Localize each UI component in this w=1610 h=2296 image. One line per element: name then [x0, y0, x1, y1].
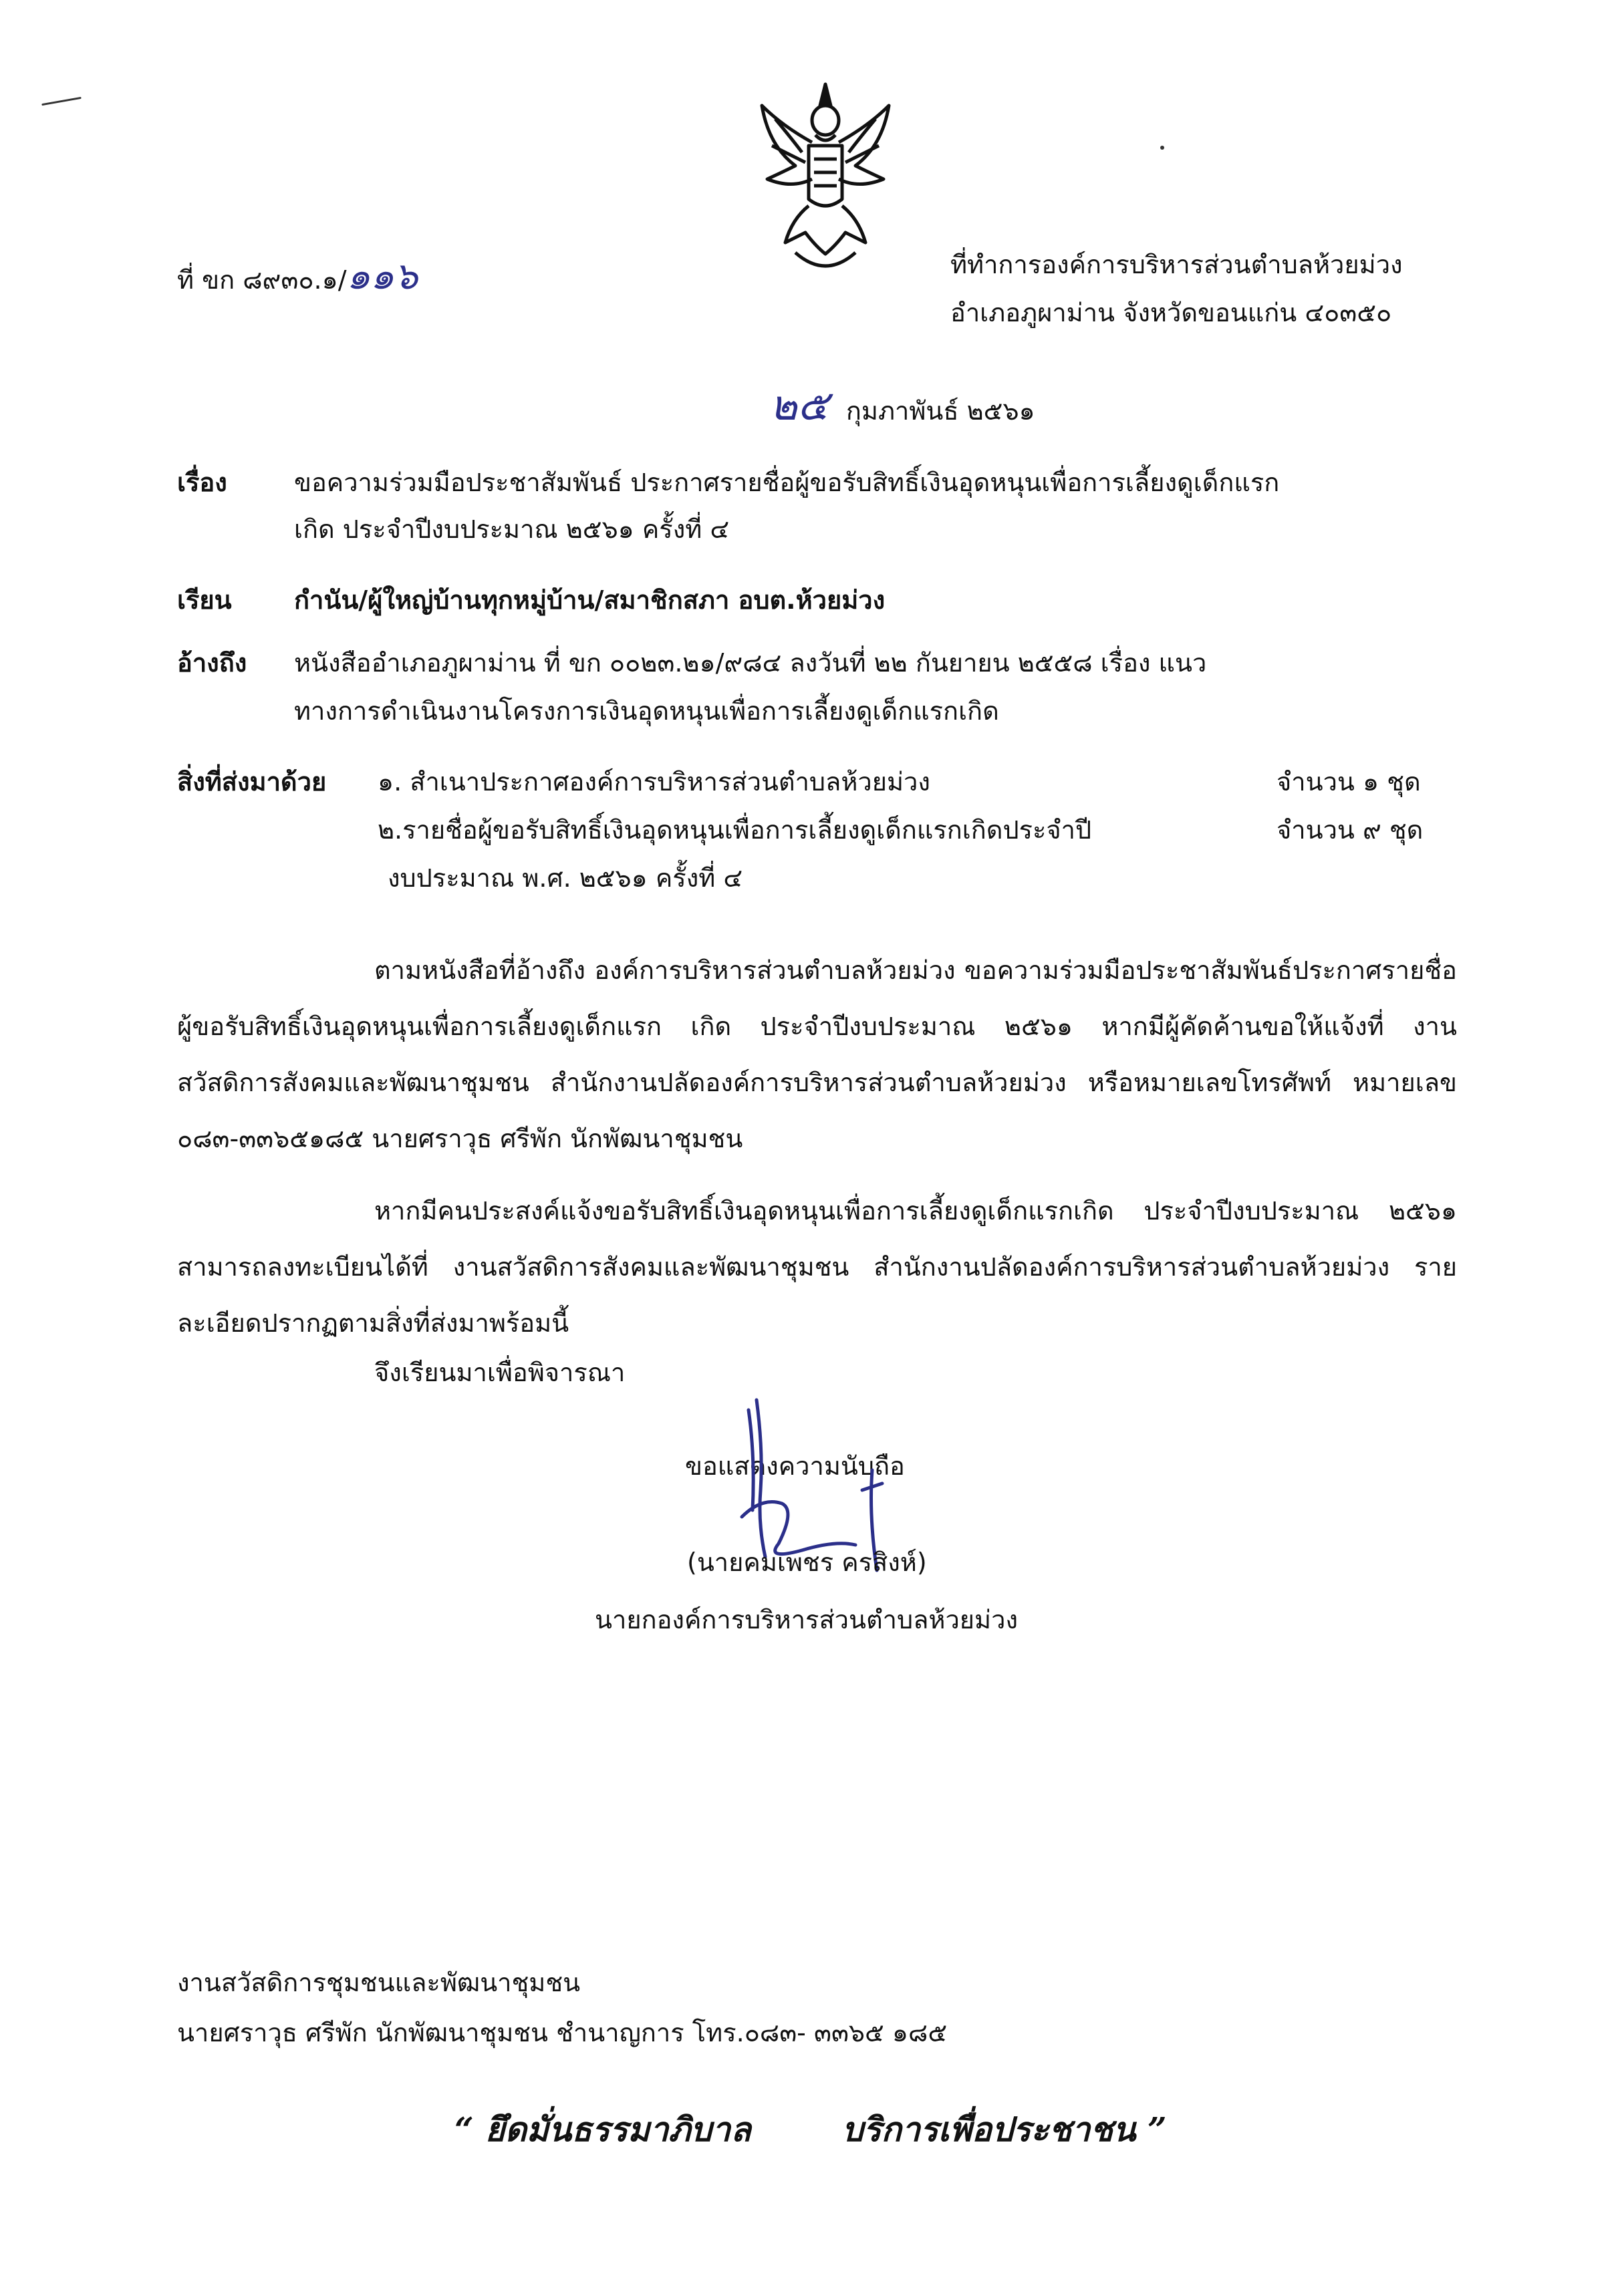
enclosure-item-2: ๒.รายชื่อผู้ขอรับสิทธิ์เงินอุดหนุนเพื่อการเลี้ยงดูเด็กแรกเกิดประจำปี [378, 815, 1092, 845]
regards-line: ขอแสดงความนับถือ [685, 1451, 905, 1481]
reference-line1: หนังสืออำเภอภูผาม่าน ที่ ขก ๐๐๒๓.๒๑/๙๘๔ ลงวันที่ ๒๒ กันยายน ๒๕๕๘ เรื่อง แนว [294, 648, 1207, 678]
signer-title: นายกองค์การบริหารส่วนตำบลห้วยม่วง [595, 1605, 1018, 1634]
body-paragraph-2: หากมีคนประสงค์แจ้งขอรับสิทธิ์เงินอุดหนุนเพื่อการเลี้ยงดูเด็กแรกเกิด ประจำปีงบประมาณ ๒๕๖๑ สามารถลงทะเบียนได้ที่ งานสวัสดิการสังคมและพัฒนาชุมชน สำนักงานปลัดองค์การบริหารส่วนตำบลห้วยม่วง รายละเอียดปรากฏตามสิ่งที่ส่งมาพร้อมนี้ [177, 1196, 1457, 1338]
garuda-emblem-icon [755, 79, 896, 279]
enclosures-label: สิ่งที่ส่งมาด้วย [177, 767, 327, 797]
reference-number-handwritten: ๑๑๖ [346, 255, 418, 298]
reference-label: อ้างถึง [177, 648, 247, 678]
reference-number-printed: ที่ ขก ๘๙๓๐.๑/ [177, 265, 347, 295]
signer-name: (นายคมเพชร ครสิงห์) [687, 1548, 927, 1577]
recipient-text: กำนัน/ผู้ใหญ่บ้านทุกหมู่บ้าน/สมาชิกสภา อบต.ห้วยม่วง [294, 585, 886, 615]
scan-speck [41, 97, 82, 106]
date-month-year: กุมภาพันธ์ ๒๕๖๑ [845, 396, 1035, 426]
motto-left: “ ยึดมั่นธรรมาภิบาล [454, 2110, 751, 2149]
office-address-line2: อำเภอภูผาม่าน จังหวัดขอนแก่น ๔๐๓๕๐ [950, 298, 1392, 327]
reference-line2: ทางการดำเนินงานโครงการเงินอุดหนุนเพื่อการเลี้ยงดูเด็กแรกเกิด [294, 696, 999, 726]
subject-line2: เกิด ประจำปีงบประมาณ ๒๕๖๑ ครั้งที่ ๔ [294, 515, 730, 544]
subject-line1: ขอความร่วมมือประชาสัมพันธ์ ประกาศรายชื่อผู้ขอรับสิทธิ์เงินอุดหนุนเพื่อการเลี้ยงดูเด็กแรก [294, 468, 1280, 497]
recipient-label: เรียน [177, 585, 232, 615]
closing-line: จึงเรียนมาเพื่อพิจารณา [374, 1358, 626, 1387]
motto-right: บริการเพื่อประชาชน ” [842, 2110, 1167, 2149]
enclosure-item-1: ๑. สำเนาประกาศองค์การบริหารส่วนตำบลห้วยม่วง [378, 767, 930, 797]
scan-speck [1160, 146, 1164, 150]
reference-number [177, 254, 418, 299]
enclosure-qty-2: จำนวน ๙ ชุด [1277, 815, 1424, 845]
body-paragraph-1: ตามหนังสือที่อ้างถึง องค์การบริหารส่วนตำบลห้วยม่วง ขอความร่วมมือประชาสัมพันธ์ประกาศรายชื่อผู้ขอรับสิทธิ์เงินอุดหนุนเพื่อการเลี้ยงดูเด็กแรก เกิด ประจำปีงบประมาณ ๒๕๖๑ หากมีผู้คัดค้านขอให้แจ้งที่ งานสวัสดิการสังคมและพัฒนาชุมชน สำนักงานปลัดองค์การบริหารส่วนตำบลห้วยม่วง หรือหมายเลขโทรศัพท์ หมายเลข ๐๘๓-๓๓๖๕๑๘๕ นายศราวุธ ศรีพัก นักพัฒนาชุมชน [177, 956, 1457, 1153]
office-address-line1: ที่ทำการองค์การบริหารส่วนตำบลห้วยม่วง [950, 250, 1403, 279]
footer-contact: นายศราวุธ ศรีพัก นักพัฒนาชุมชน ชำนาญการ โทร.๐๘๓- ๓๓๖๕ ๑๘๕ [177, 2018, 948, 2047]
enclosure-qty-1: จำนวน ๑ ชุด [1277, 767, 1421, 797]
subject-label: เรื่อง [177, 468, 227, 497]
document-date [770, 381, 1035, 430]
footer-department: งานสวัสดิการชุมชนและพัฒนาชุมชน [177, 1968, 581, 1997]
enclosure-item-2-cont: งบประมาณ พ.ศ. ๒๕๖๑ ครั้งที่ ๔ [388, 863, 743, 893]
date-day-handwritten: ๒๕ [770, 381, 829, 430]
